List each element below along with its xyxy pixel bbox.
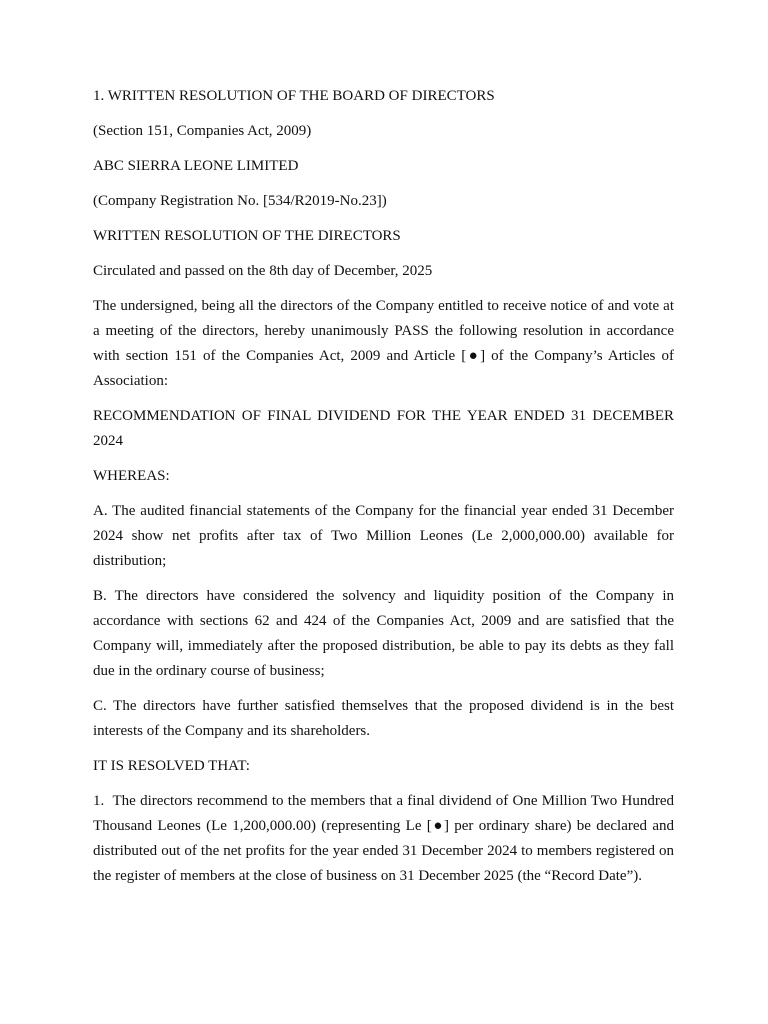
resolved-label: IT IS RESOLVED THAT: xyxy=(93,758,250,774)
resolution-heading: 1. WRITTEN RESOLUTION OF THE BOARD OF DIRECTORS xyxy=(93,88,495,104)
directors-resolution-heading: WRITTEN RESOLUTION OF THE DIRECTORS xyxy=(93,228,401,244)
resolution-subject: RECOMMENDATION OF FINAL DIVIDEND FOR THE YEAR ENDED 31 DECEMBER 2024 xyxy=(93,408,674,449)
recital-a: A. The audited financial statements of the Company for the financial year ended 31 December 2024 show net profits after tax of Two Million Leones (Le 2,000,000.00) available for distribution; xyxy=(93,503,674,569)
company-name: ABC SIERRA LEONE LIMITED xyxy=(93,158,299,174)
intro-paragraph: The undersigned, being all the directors of the Company entitled to receive notice of and vote at a meeting of the directors, hereby unanimously PASS the following resolution in accordance with section 151 of the Companies Act, 2009 and Article [●] of the Company’s Articles of Association: xyxy=(93,298,674,389)
recital-b: B. The directors have considered the solvency and liquidity position of the Company in accordance with sections 62 and 424 of the Companies Act, 2009 and are satisfied that the Company will, immediately after the proposed distribution, be able to pay its debts as they fall due in the ordinary course of business; xyxy=(93,588,674,679)
document-page xyxy=(93,84,678,899)
registration-number: (Company Registration No. [534/R2019-No.23]) xyxy=(93,193,387,209)
resolution-clause-1: 1. The directors recommend to the members that a final dividend of One Million Two Hundred Thousand Leones (Le 1,200,000.00) (representing Le [●] per ordinary share) be declared and distributed out of the net profits for the year ended 31 December 2024 to members registered on the register of members at the close of business on 31 December 2025 (the “Record Date”). xyxy=(93,793,678,884)
whereas-label: WHEREAS: xyxy=(93,468,170,484)
recital-c: C. The directors have further satisfied themselves that the proposed dividend is in the best interests of the Company and its shareholders. xyxy=(93,698,674,739)
section-reference: (Section 151, Companies Act, 2009) xyxy=(93,123,312,139)
circulation-date: Circulated and passed on the 8th day of December, 2025 xyxy=(93,263,433,279)
